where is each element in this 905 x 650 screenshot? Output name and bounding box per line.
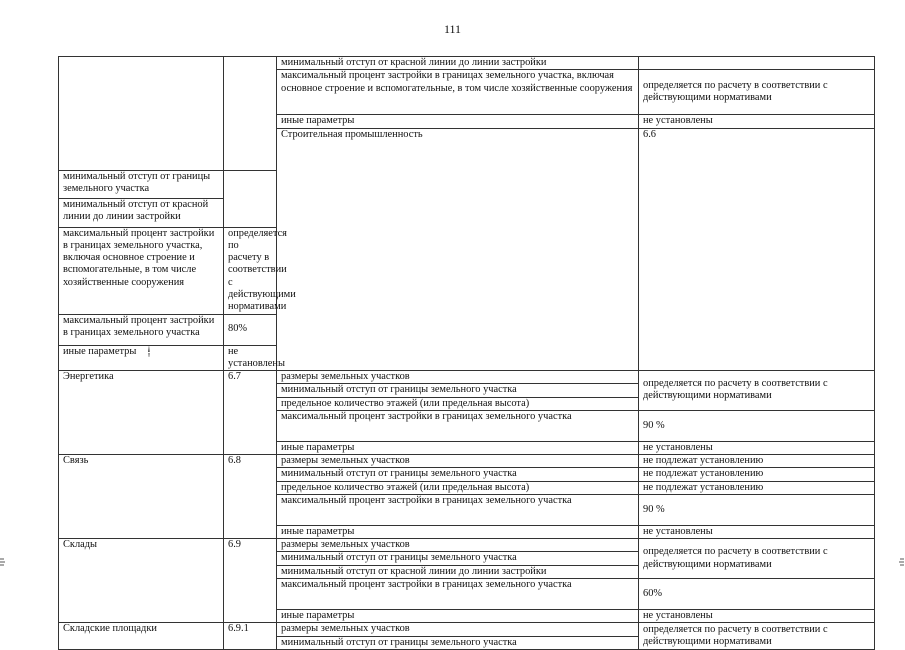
parameter-cell: максимальный процент застройки в границах земельного участка (277, 410, 639, 441)
value-cell: определяется по расчету в соответствии с действующими нормативами (639, 623, 875, 650)
table-row (59, 455, 875, 468)
table-row (59, 539, 875, 552)
parameter-cell: минимальный отступ от границы земельного участка (277, 636, 639, 649)
parameter-cell: иные параметры (277, 115, 639, 128)
parameter-cell: размеры земельных участков (277, 371, 639, 384)
parameter-cell: минимальный отступ от границы земельного участка (277, 468, 639, 481)
value-cell: не установлены (224, 345, 277, 371)
parameter-cell: минимальный отступ от границы земельного участка (277, 552, 639, 565)
value-cell: определяется по расчету в соответствии с действующими нормативами (639, 371, 875, 411)
parameter-cell: максимальный процент застройки в границах земельного участка (277, 494, 639, 525)
use-code-cell: 6.9 (224, 539, 277, 623)
use-code-cell: 6.9.1 (224, 623, 277, 650)
value-cell: не подлежат установлению (639, 468, 875, 481)
use-code-cell: 6.8 (224, 455, 277, 539)
parameter-cell: максимальный процент застройки в границах земельного участка, включая основное строение и вспомогательные, в том числе хозяйственные сооружения (59, 227, 224, 314)
value-cell: 90 % (639, 410, 875, 441)
value-cell: не подлежат установлению (639, 455, 875, 468)
value-cell (639, 57, 875, 70)
value-cell: не установлены (639, 441, 875, 454)
parameter-cell: размеры земельных участков (277, 623, 639, 636)
parameters-table-body (59, 57, 875, 650)
table-row (59, 371, 875, 384)
parameter-cell: размеры земельных участков (277, 455, 639, 468)
value-cell: определяется по расчету в соответствии с действующими нормативами (224, 227, 277, 314)
value-cell: не установлены (639, 609, 875, 622)
value-cell: не установлены (639, 115, 875, 128)
use-code-cell: 6.6 (639, 128, 875, 371)
parameter-cell: максимальный процент застройки в границах земельного участка (277, 578, 639, 609)
table-row (59, 57, 875, 70)
value-cell: не установлены (639, 525, 875, 538)
parameter-cell: иные параметры (277, 441, 639, 454)
page-number: 111 (443, 22, 462, 36)
use-name-cell: Складские площадки (59, 623, 224, 650)
parameter-cell: максимальный процент застройки в границах земельного участка (59, 314, 224, 345)
parameter-cell: иные параметры (277, 609, 639, 622)
use-name-cell (59, 57, 224, 171)
parameter-cell: минимальный отступ от красной линии до линии застройки (59, 199, 224, 228)
pen-mark (147, 345, 151, 357)
value-cell: 80% (224, 314, 277, 345)
parameter-cell: минимальный отступ от границы земельного участка (277, 384, 639, 397)
use-name-cell: Строительная промышленность (277, 128, 639, 371)
value-cell: 60% (639, 578, 875, 609)
value-cell: определяется по расчету в соответствии с действующими нормативами (639, 539, 875, 579)
use-name-cell: Склады (59, 539, 224, 623)
value-cell: 90 % (639, 494, 875, 525)
edge-mark (899, 557, 904, 567)
table-row (59, 623, 875, 636)
parameter-cell: иные параметры (59, 345, 224, 371)
use-name-cell: Связь (59, 455, 224, 539)
parameter-cell: предельное количество этажей (или предельная высота) (277, 481, 639, 494)
parameters-table (58, 56, 875, 650)
use-code-cell (224, 57, 277, 171)
parameter-cell: иные параметры (277, 525, 639, 538)
parameter-cell: максимальный процент застройки в границах земельного участка, включая основное строение и вспомогательные, в том числе хозяйственные сооружения (277, 70, 639, 115)
value-cell: не подлежат установлению (639, 481, 875, 494)
parameter-cell: предельное количество этажей (или предельная высота) (277, 397, 639, 410)
value-cell: определяется по расчету в соответствии с действующими нормативами (639, 70, 875, 115)
parameter-cell: размеры земельных участков (277, 539, 639, 552)
parameter-cell: минимальный отступ от границы земельного участка (59, 170, 224, 198)
edge-mark (0, 557, 5, 567)
use-code-cell: 6.7 (224, 371, 277, 455)
parameter-cell: минимальный отступ от красной линии до линии застройки (277, 565, 639, 578)
use-name-cell: Энергетика (59, 371, 224, 455)
parameter-cell: минимальный отступ от красной линии до линии застройки (277, 57, 639, 70)
